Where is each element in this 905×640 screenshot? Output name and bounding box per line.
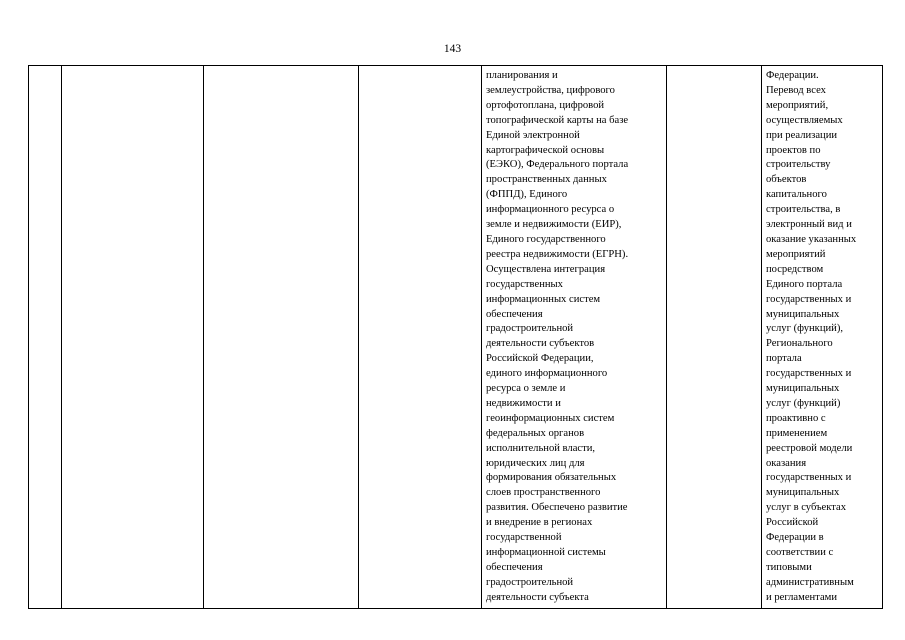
table-cell-col3: [204, 66, 359, 609]
table-cell-col6: [667, 66, 762, 609]
results-description-text: планирования и землеустройства, цифрового ортофотоплана, цифровой топографической карты на базе Единой электронной картографической основы (ЕЭКО), Федерального портала пространственных данных (ФППД), Единого информационного ресурса о земле и недвижимости (ЕИР), Единого государственного реестра недвижимости (ЕГРН). Осуществлена интеграция государственных информационных систем обеспечения градостроительной деятельности субъектов Российской Федерации, единого информационного ресурса о земле и недвижимости и геоинформационных систем федеральных органов исполнительной власти, юридических лиц для формирования обязательных слоев пространственного развития. Обеспечено развитие и внедрение в регионах государственной информационной системы обеспечения градостроительной деятельности субъекта: [486, 70, 629, 603]
table-cell-col2: [62, 66, 204, 609]
table-row: [29, 66, 883, 609]
table-cell-col4: [359, 66, 482, 609]
table-cell-col7: [762, 66, 883, 609]
table-cell-col5: [482, 66, 667, 609]
page-number: 143: [443, 43, 462, 55]
table-cell-col1: [29, 66, 62, 609]
measures-description-text: Федерации. Перевод всех мероприятий, осуществляемых при реализации проектов по строительству объектов капитального строительства, в электронный вид и оказание указанных мероприятий посредством Единого портала государственных и муниципальных услуг (функций), Регионального портала государственных и муниципальных услуг (функций) проактивно с применением реестровой модели оказания государственных и муниципальных услуг в субъектах Российской Федерации в соответствии с типовыми административным и регламентами: [766, 70, 857, 603]
continuation-table: [28, 65, 883, 609]
